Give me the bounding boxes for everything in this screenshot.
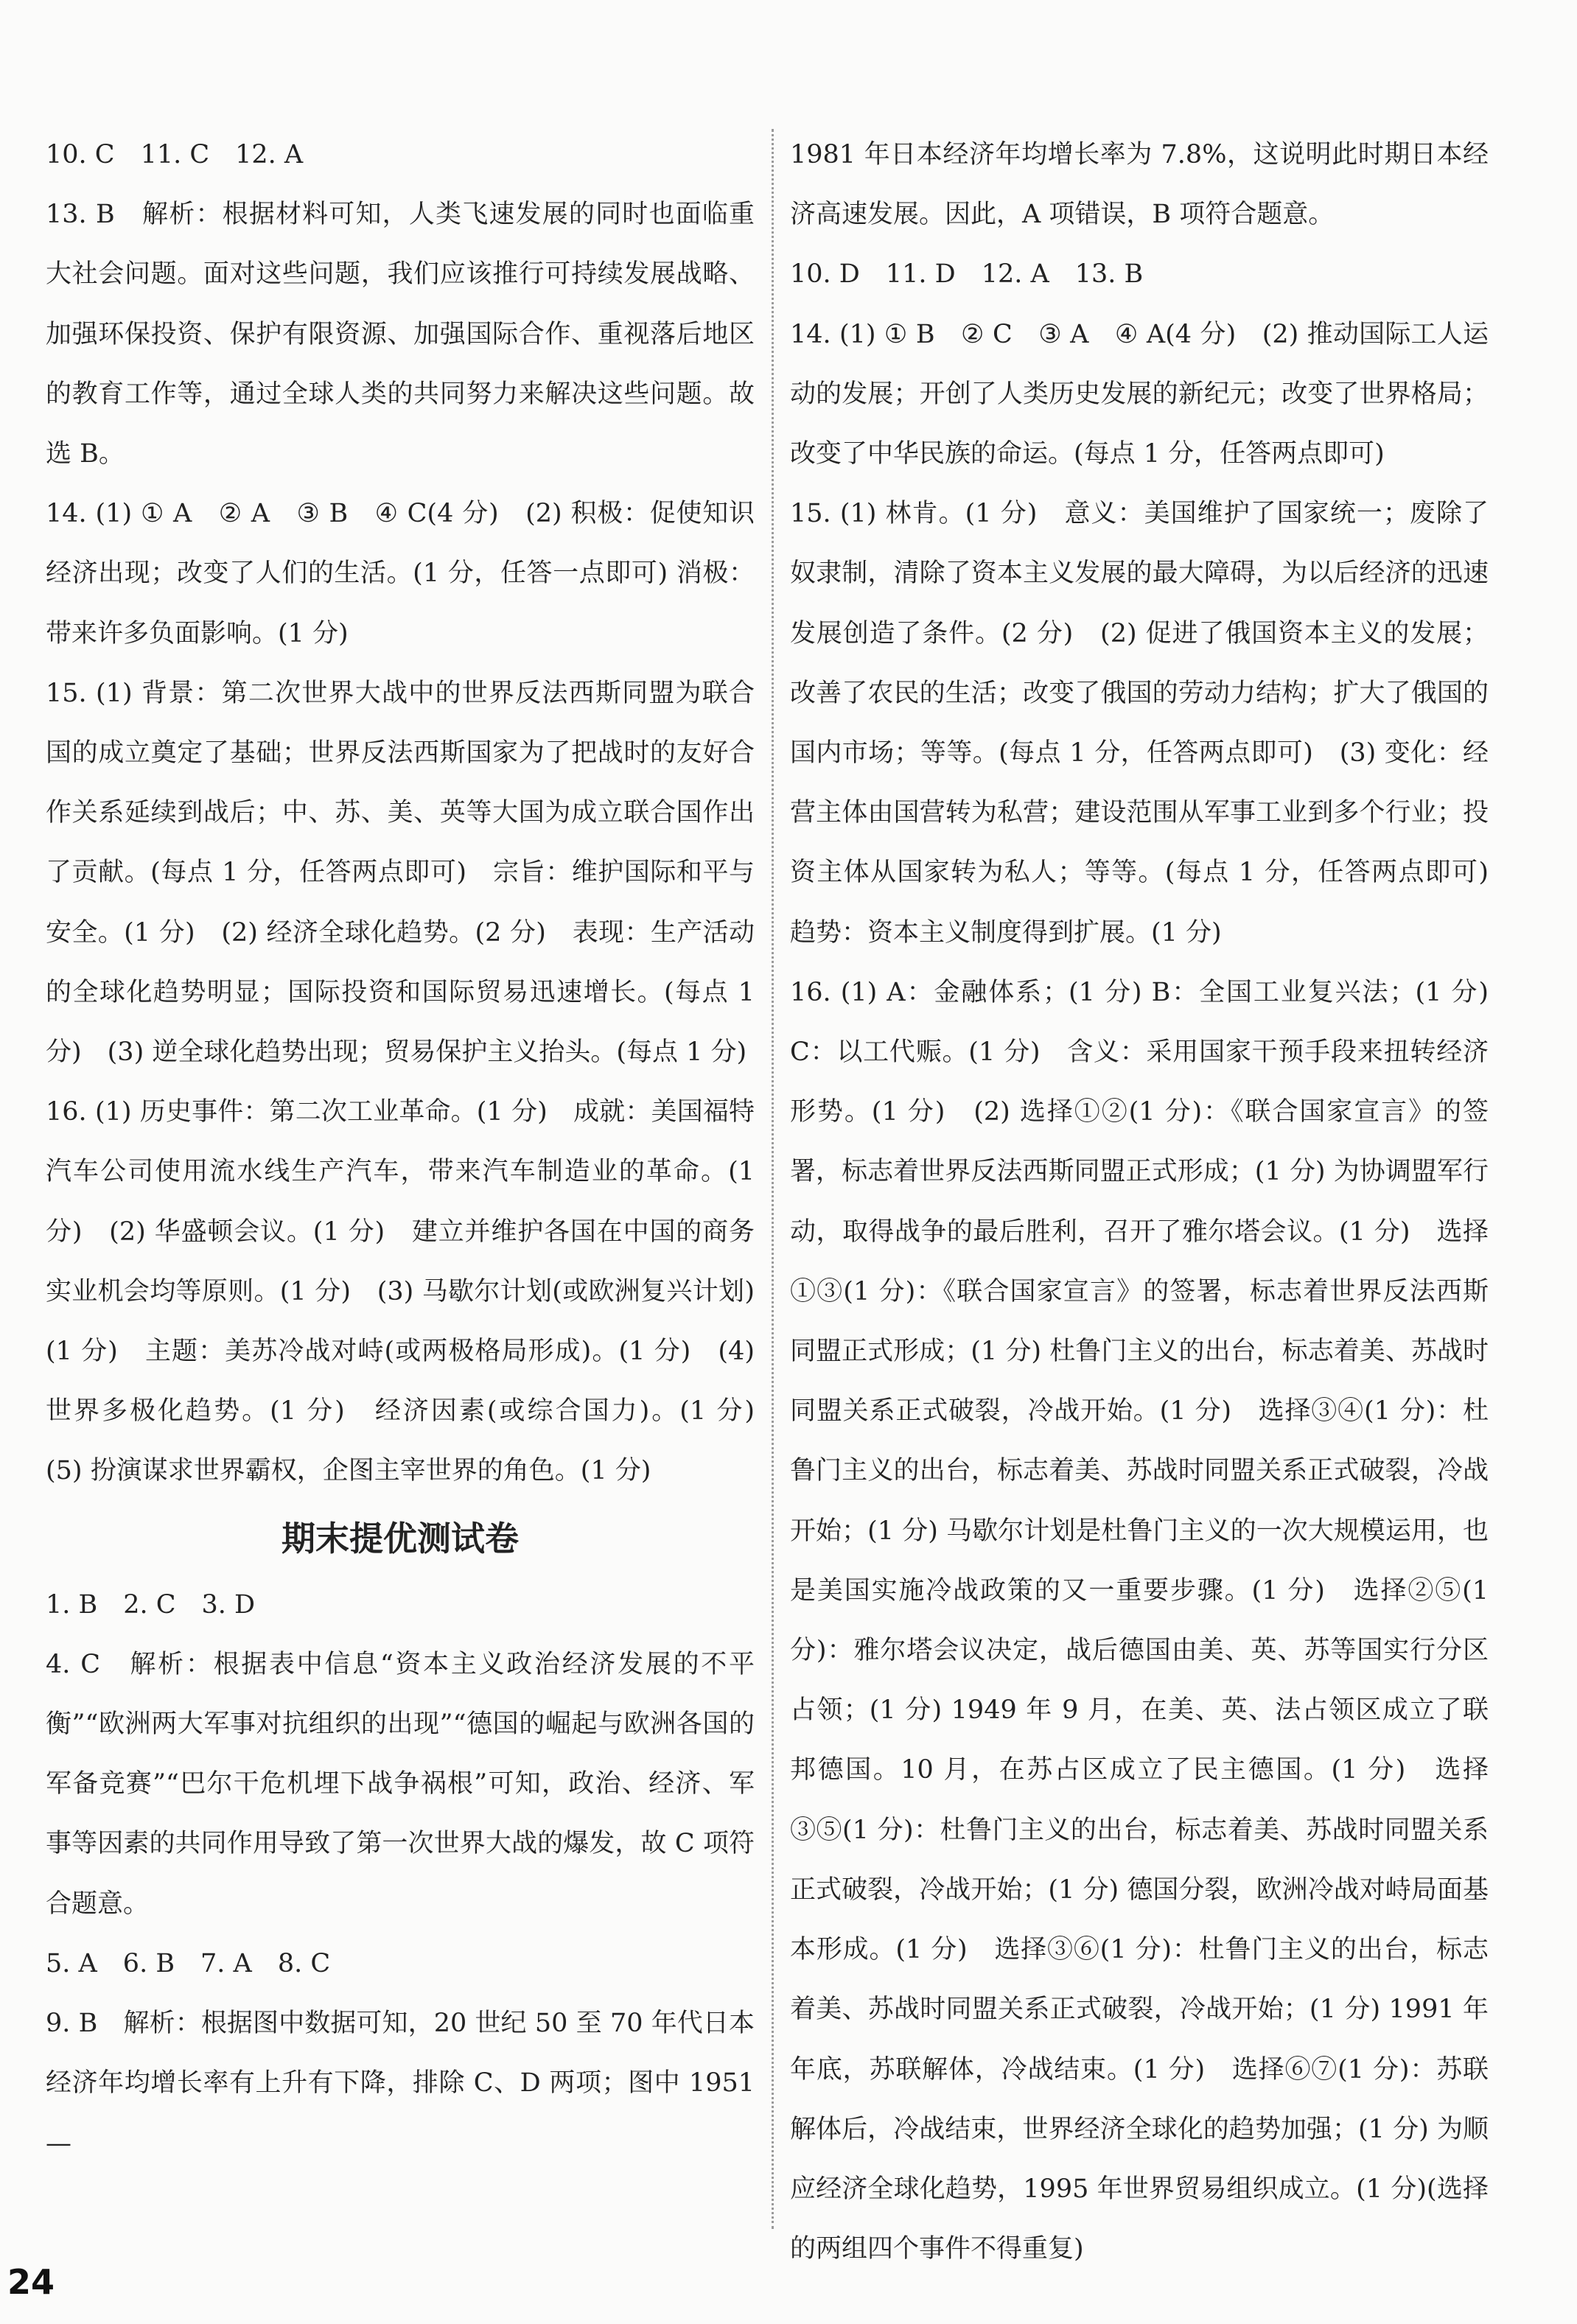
answer-16: 16. (1) 历史事件：第二次工业革命。(1 分) 成就：美国福特汽车公司使用流水线生产汽车，带来汽车制造业的革命。(1 分) (2) 华盛顿会议。(1 分) 建立并维护各国在中国的商务实业机会均等原则。(1 分) (3) 马歇尔计划(或欧洲复兴计划)(1 分) 主题：美苏冷战对峙(或两极格局形成)。(1 分) (4) 世界多极化趋势。(1 分) 经济因素(或综合国力)。(1 分) (5) 扮演谋求世界霸权，企图主宰世界的角色。(1 分) (46, 1097, 781, 1486)
answer-13: 13. B 解析：根据材料可知，人类飞速发展的同时也面临重大社会问题。面对这些问题，我们应该推行可持续发展战略、加强环保投资、保护有限资源、加强国际合作、重视落后地区的教育工作等，通过全球人类的共同努力来解决这些问题。故选 B。 (46, 200, 755, 469)
answer-10-12: 10. C 11. C 12. A (46, 140, 304, 169)
answer-9: 9. B 解析：根据图中数据可知，20 世纪 50 至 70 年代日本经济年均增长率有上升有下降，排除 C、D 两项；图中 1951— (46, 2009, 755, 2158)
answer-9-continued: 1981 年日本经济年均增长率为 7.8%，这说明此时期日本经济高速发展。因此，A 项错误，B 项符合题意。 (790, 140, 1489, 230)
answer-14: 14. (1) ① A ② A ③ B ④ C(4 分) (2) 积极：促使知识经济出现；改变了人们的生活。(1 分，任答一点即可) 消极：带来许多负面影响。(1 分) (46, 499, 755, 648)
right-column (790, 125, 1515, 2279)
answer-14-b: 14. (1) ① B ② C ③ A ④ A(4 分) (2) 推动国际工人运动的发展；开创了人类历史发展的新纪元；改变了世界格局；改变了中华民族的命运。(每点 1 分，任答两点即可) (790, 319, 1489, 469)
column-divider (772, 129, 774, 2229)
answer-15: 15. (1) 背景：第二次世界大战中的世界反法西斯同盟为联合国的成立奠定了基础；世界反法西斯国家为了把战时的友好合作关系延续到战后；中、苏、美、英等大国为成立联合国作出了贡献。(每点 1 分，任答两点即可) 宗旨：维护国际和平与安全。(1 分) (2) 经济全球化趋势。(2 分) 表现：生产活动的全球化趋势明显；国际投资和国际贸易迅速增长。(每点 1 分) (3) 逆全球化趋势出现；贸易保护主义抬头。(每点 1 分) (46, 678, 755, 1068)
section-heading: 期末提优测试卷 (282, 1518, 519, 1558)
left-column (46, 125, 781, 2174)
answer-16-b: 16. (1) A：金融体系；(1 分) B：全国工业复兴法；(1 分) C：以工代赈。(1 分) 含义：采用国家干预手段来扭转经济形势。(1 分) (2) 选择①②(1 分)：《联合国家宣言》的签署，标志着世界反法西斯同盟正式形成；(1 分) 为协调盟军行动，取得战争的最后胜利，召开了雅尔塔会议。(1 分) 选择①③(1 分)：《联合国家宣言》的签署，标志着世界反法西斯同盟正式形成；(1 分) 杜鲁门主义的出台，标志着美、苏战时同盟关系正式破裂，冷战开始。(1 分) 选择③④(1 分)：杜鲁门主义的出台，标志着美、苏战时同盟关系正式破裂，冷战开始；(1 分) 马歇尔计划是杜鲁门主义的一次大规模运用，也是美国实施冷战政策的又一重要步骤。(1 分) 选择②⑤(1 分)：雅尔塔会议决定，战后德国由美、英、苏等国实行分区占领；(1 分) 1949 年 9 月，在美、英、法占领区成立了联邦德国。10 月，在苏占区成立了民主德国。(1 分) 选择③⑤(1 分)：杜鲁门主义的出台，标志着美、苏战时同盟关系正式破裂，冷战开始；(1 分) 德国分裂，欧洲冷战对峙局面基本形成。(1 分) 选择③⑥(1 分)：杜鲁门主义的出台，标志着美、苏战时同盟关系正式破裂，冷战开始；(1 分) 1991 年年底，苏联解体，冷战结束。(1 分) 选择⑥⑦(1 分)：苏联解体后，冷战结束，世界经济全球化的趋势加强；(1 分) 为顺应经济全球化趋势，1995 年世界贸易组织成立。(1 分)(选择的两组四个事件不得重复) (790, 977, 1489, 2264)
answer-4: 4. C 解析：根据表中信息“资本主义政治经济发展的不平衡”“欧洲两大军事对抗组织的出现”“德国的崛起与欧洲各国的军备竞赛”“巴尔干危机埋下战争祸根”可知，政治、经济、军事等因素的共同作用导致了第一次世界大战的爆发，故 C 项符合题意。 (46, 1649, 755, 1919)
answer-15-b: 15. (1) 林肯。(1 分) 意义：美国维护了国家统一；废除了奴隶制，清除了资本主义发展的最大障碍，为以后经济的迅速发展创造了条件。(2 分) (2) 促进了俄国资本主义的发展；改善了农民的生活；改变了俄国的劳动力结构；扩大了俄国的国内市场；等等。(每点 1 分，任答两点即可) (3) 变化：经营主体由国营转为私营；建设范围从军事工业到多个行业；投资主体从国家转为私人；等等。(每点 1 分，任答两点即可) 趋势：资本主义制度得到扩展。(1 分) (790, 499, 1515, 948)
page-number: 24 (7, 2262, 55, 2302)
answer-1-3: 1. B 2. C 3. D (46, 1589, 256, 1620)
answer-5-8: 5. A 6. B 7. A 8. C (46, 1948, 331, 1978)
answer-10-13: 10. D 11. D 12. A 13. B (790, 259, 1144, 290)
